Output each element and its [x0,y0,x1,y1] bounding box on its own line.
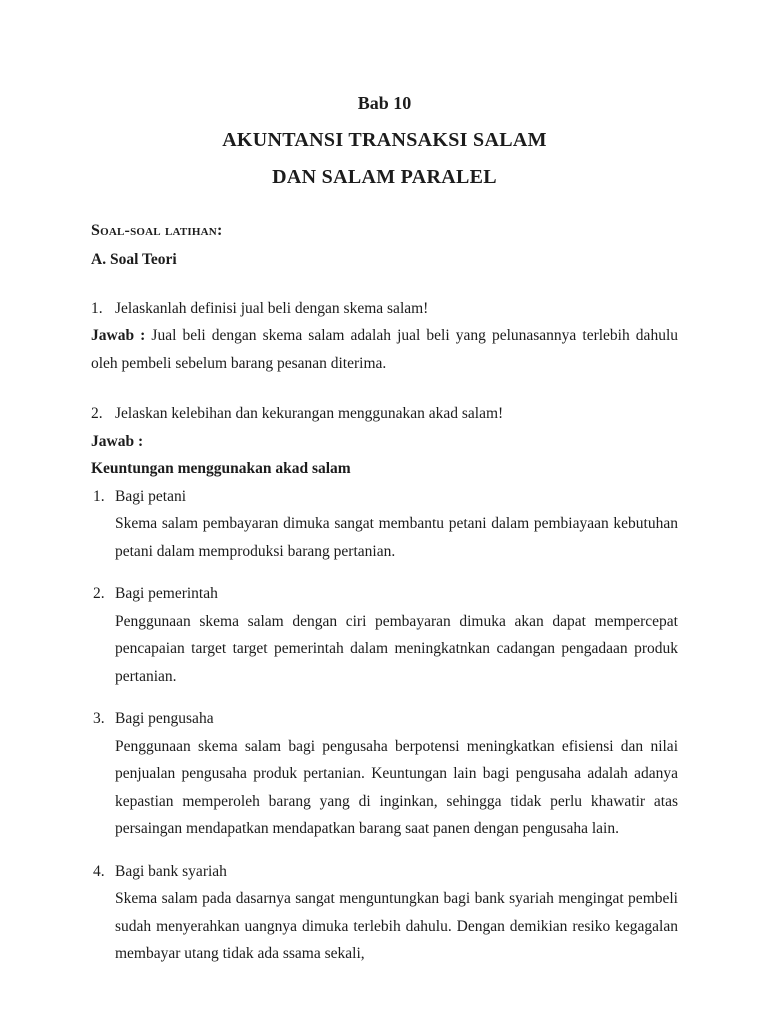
chapter-heading: Bab 10 [357,93,412,113]
document-title-line-2: DAN SALAM PARALEL [272,166,497,188]
benefit-3-body: Penggunaan skema salam bagi pengusaha berpotensi meningkatkan efisiensi dan nilai penjualan pengusaha produk pertanian. Keuntungan lain bagi pengusaha adalah adanya kepastian memperoleh barang yang di inginkan, sehingga tidak perlu khawatir atas persaingan mendapatkan mendapatkan barang saat panen dengan pengusaha lain. [115,737,678,837]
benefit-4-number: 4. [93,862,105,880]
benefit-3-number: 3. [93,710,105,727]
question-2-text: Jelaskan kelebihan dan kekurangan menggunakan akad salam! [115,405,504,422]
benefit-1-body: Skema salam pembayaran dimuka sangat membantu petani dalam pembiayaan kebutuhan petani dalam memproduksi barang pertanian. [115,515,678,560]
question-2-answer-label: Jawab : [91,432,144,450]
benefit-1-number: 1. [93,487,105,505]
section-heading-soal-soal-latihan: Soal-soal latihan: [91,222,223,239]
benefit-2-title-row [91,580,678,608]
benefit-3-title-row [91,705,678,733]
question-2 [91,400,678,428]
benefit-2-number: 2. [93,585,105,602]
benefit-1-title: Bagi petani [115,487,187,505]
document-title-line-1: AKUNTANSI TRANSAKSI SALAM [222,129,547,151]
benefit-item-petani [91,483,678,566]
question-1 [91,295,678,323]
question-1-answer [91,322,678,377]
benefit-4-body: Skema salam pada dasarnya sangat menguntungkan bagi bank syariah mengingat pembeli sudah menyerahkan uangnya dimuka terlebih dahulu. Dengan demikian resiko kegagalan membayar utang tidak ada ssama sekali, [115,890,678,962]
benefit-2-title: Bagi pemerintah [115,585,218,602]
question-2-number: 2. [91,405,103,422]
question-1-answer-label: Jawab : [91,327,146,344]
benefit-item-pengusaha [91,705,678,843]
benefit-3-title: Bagi pengusaha [115,710,214,727]
benefit-4-title-row [91,858,678,886]
benefit-1-title-row [91,483,678,511]
page-content [0,92,768,968]
question-1-number: 1. [91,299,103,317]
benefits-heading: Keuntungan menggunakan akad salam [91,460,351,477]
benefit-item-bank-syariah [91,858,678,968]
benefit-item-pemerintah [91,580,678,690]
question-1-text: Jelaskanlah definisi jual beli dengan skema salam! [115,299,429,317]
benefit-2-body: Penggunaan skema salam dengan ciri pembayaran dimuka akan dapat mempercepat pencapaian target target pemerintah dalam meningkatnkan cadangan pengadaan produk pertanian. [115,612,678,685]
subsection-heading-soal-teori: A. Soal Teori [91,251,177,268]
question-1-answer-text: Jual beli dengan skema salam adalah jual beli yang pelunasannya terlebih dahulu oleh pembeli sebelum barang pesanan diterima. [91,327,678,372]
benefit-4-title: Bagi bank syariah [115,862,227,880]
